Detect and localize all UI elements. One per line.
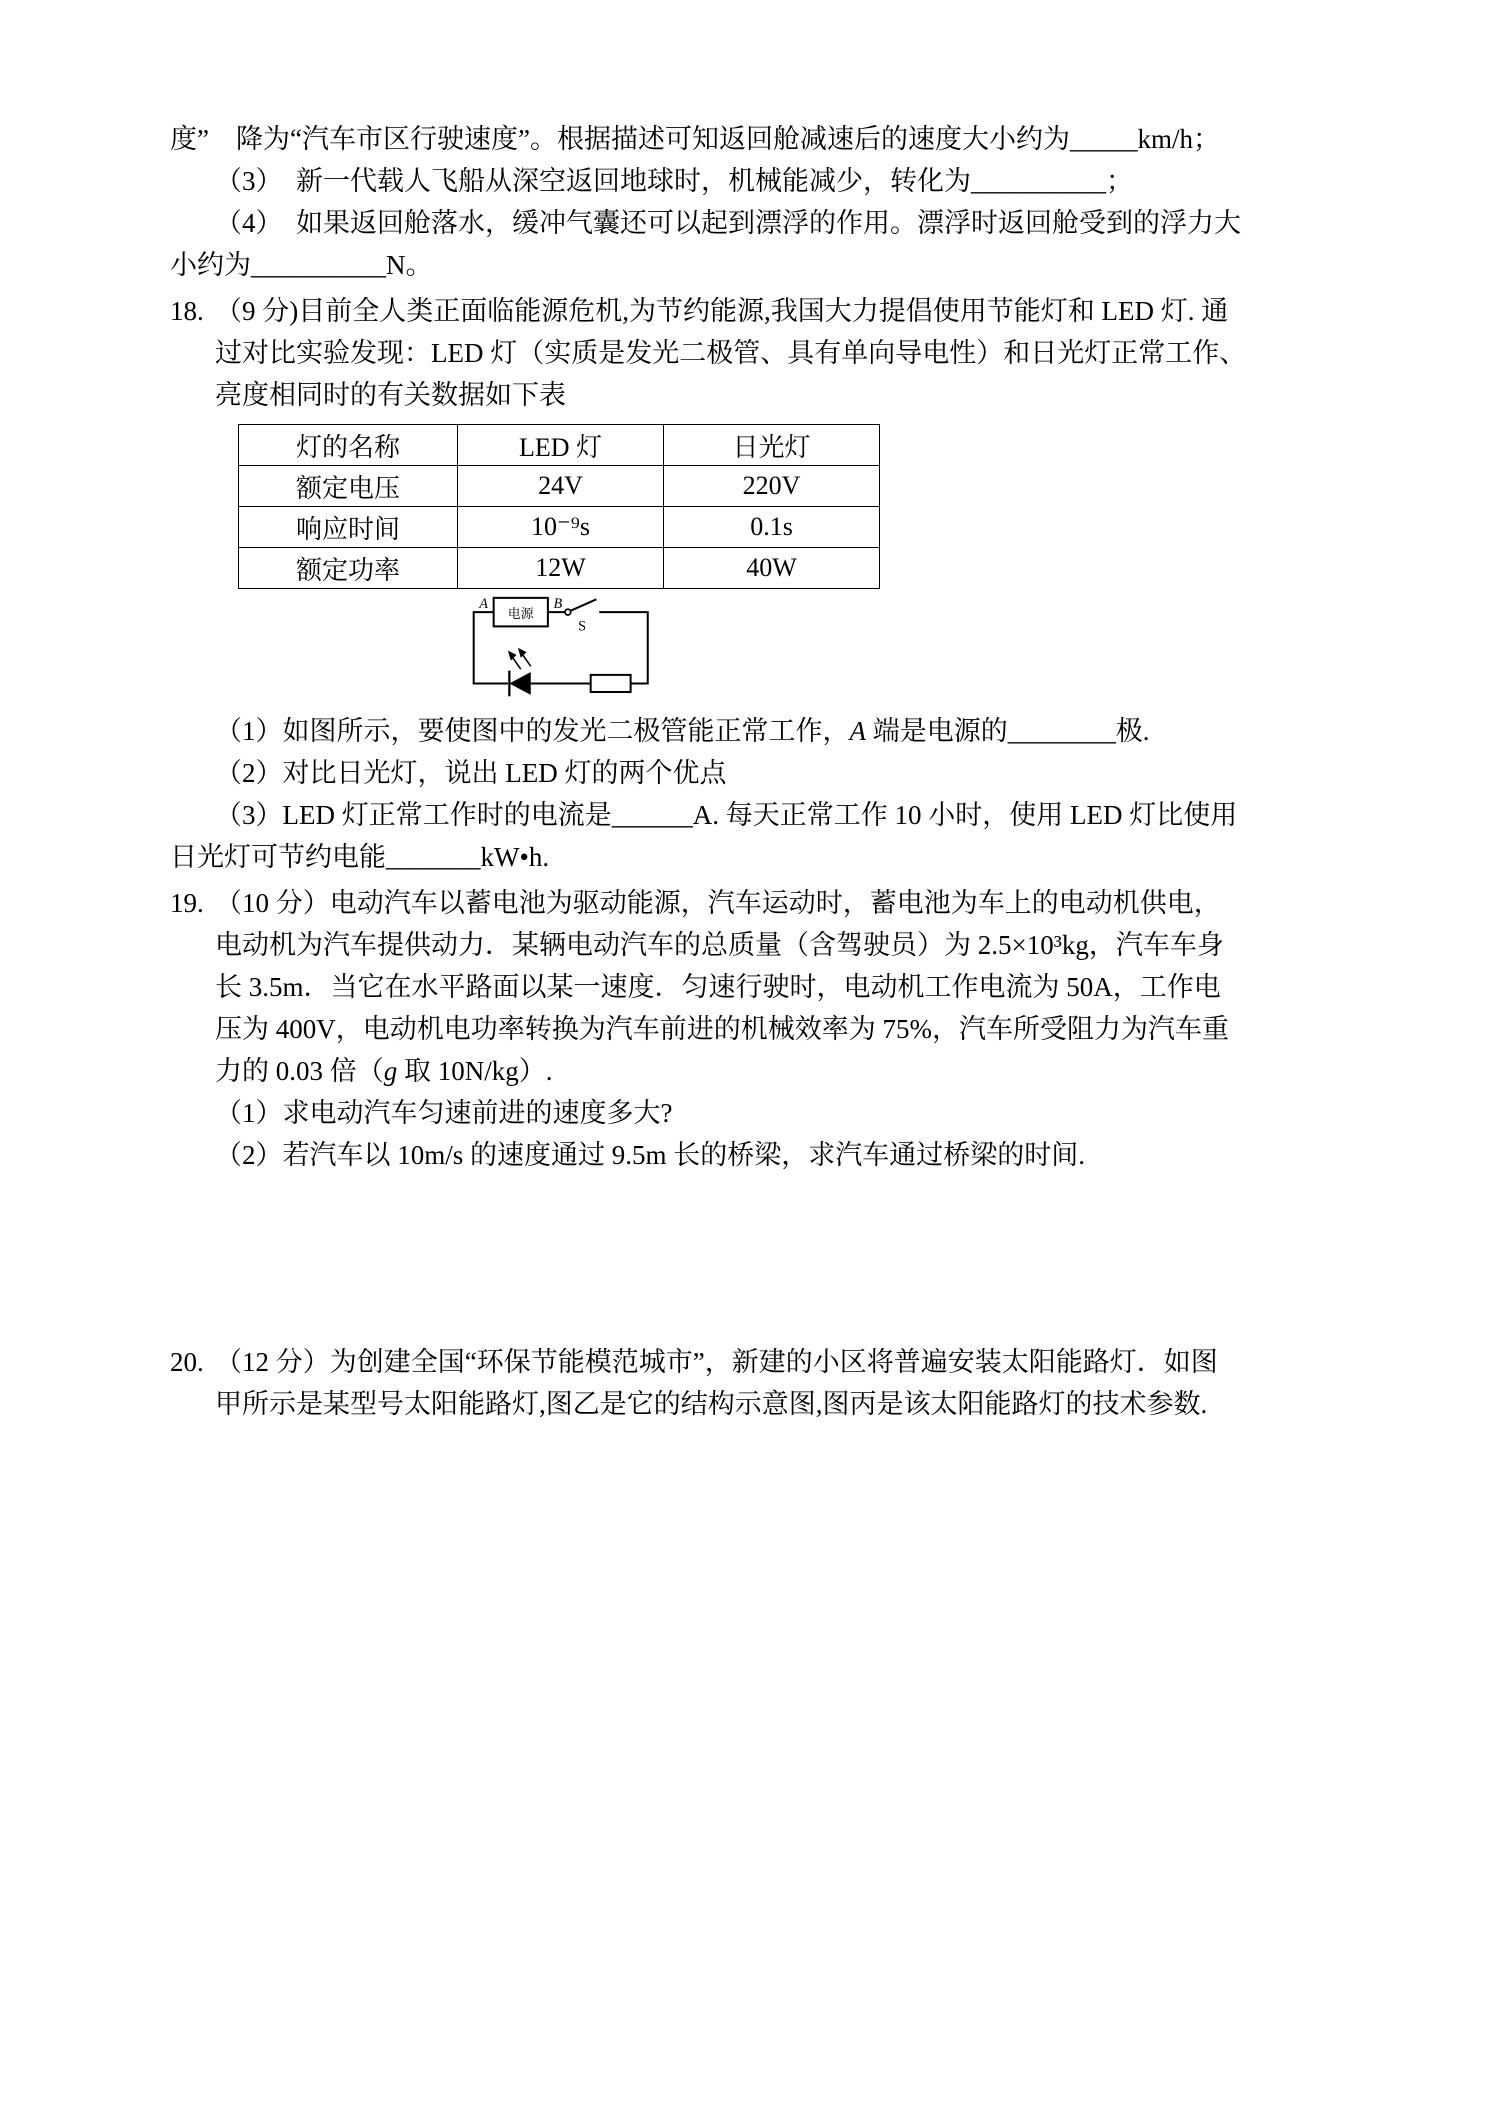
q19-line5-pre: 力的 0.03 倍（ (215, 1056, 384, 1086)
q19-line5-variable: g (383, 1056, 398, 1086)
table-cell-lamp-name: 灯的名称 (239, 425, 458, 466)
table-row-power (239, 548, 880, 589)
q19-line3: 长 3.5m．当它在水平路面以某一速度．匀速行驶时，电动机工作电流为 50A，工作电 (215, 972, 1221, 1002)
circuit-diagram (465, 595, 665, 702)
q19-line1 (170, 882, 1338, 924)
q20-number: 20. (170, 1347, 204, 1377)
table-cell: 40W (664, 548, 880, 589)
table-header-row (239, 425, 880, 466)
q18-item1 (215, 710, 1338, 752)
q20-line2: 甲所示是某型号太阳能路灯,图乙是它的结构示意图,图丙是该太阳能路灯的技术参数. (215, 1389, 1208, 1419)
q17-item3: （3） 新一代载人飞船从深空返回地球时，机械能减少，转化为__________； (215, 166, 1133, 196)
table-cell: 12W (458, 548, 664, 589)
table-cell: 额定功率 (239, 548, 458, 589)
power-source-label: 电源 (507, 606, 534, 621)
table-cell: 响应时间 (239, 507, 458, 548)
q19-line5-post: 取 10N/kg）. (397, 1056, 553, 1086)
circuit-label-s: S (578, 618, 587, 635)
q18-item1-variable: A (849, 716, 866, 746)
q18-intro1-text: （9 分)目前全人类正面临能源危机,为节约能源,我国大力提倡使用节能灯和 LED 灯. 通 (215, 296, 1229, 326)
table-cell: 10⁻⁹s (458, 507, 664, 548)
circuit-label-a: A (479, 595, 489, 612)
resistor-symbol (591, 675, 631, 692)
arrowhead-icon (508, 651, 517, 661)
q17-item4-line2: 小约为__________N。 (170, 250, 433, 280)
q17-tail-line: 度” 降为“汽车市区行驶速度”。根据描述可知返回舱减速后的速度大小约为_____km/h； (170, 124, 1220, 154)
q18-item3-line1: （3）LED 灯正常工作时的电流是______A. 每天正常工作 10 小时，使用 LED 灯比使用 (215, 800, 1238, 830)
lamp-comparison-table (238, 424, 880, 589)
circuit-wires (474, 595, 648, 692)
arrowhead-icon (518, 648, 527, 658)
wire-loop (474, 612, 648, 683)
q19-line4: 压为 400V，电动机电功率转换为汽车前进的机械效率为 75%，汽车所受阻力为汽车重 (215, 1014, 1229, 1044)
q18-item3-line2: 日光灯可节约电能_______kW•h. (170, 842, 550, 872)
q18-intro-line2: 过对比实验发现：LED 灯（实质是发光二极管、具有单向导电性）和日光灯正常工作、 (215, 338, 1247, 368)
q19-line5 (215, 1050, 1338, 1092)
table-row-response-time (239, 507, 880, 548)
switch-pivot (565, 609, 571, 615)
q19-number: 19. (170, 888, 204, 918)
q18-number: 18. (170, 296, 204, 326)
table-cell: 220V (664, 466, 880, 507)
table-cell-led: LED 灯 (458, 425, 664, 466)
q18-intro-line1 (170, 290, 1338, 332)
switch-blade (571, 599, 597, 610)
circuit-label-b: B (553, 595, 563, 612)
q20-line1 (170, 1341, 1338, 1383)
led-triangle (509, 672, 530, 695)
q19-line2: 电动机为汽车提供动力．某辆电动汽车的总质量（含驾驶员）为 2.5×10³kg，汽车车身 (215, 930, 1224, 960)
q17-item4-line1: （4） 如果返回舱落水，缓冲气囊还可以起到漂浮的作用。漂浮时返回舱受到的浮力大 (215, 208, 1241, 238)
q19-line1-text: （10 分）电动汽车以蓄电池为驱动能源，汽车运动时，蓄电池为车上的电动机供电， (215, 888, 1221, 918)
q18-intro-line3: 亮度相同时的有关数据如下表 (215, 380, 566, 410)
table-cell: 额定电压 (239, 466, 458, 507)
table-cell-fluorescent: 日光灯 (664, 425, 880, 466)
q18-item1-pre: （1）如图所示，要使图中的发光二极管能正常工作， (215, 716, 850, 746)
q19-item2: （2）若汽车以 10m/s 的速度通过 9.5m 长的桥梁，求汽车通过桥梁的时间. (215, 1140, 1086, 1170)
table-cell: 24V (458, 466, 664, 507)
q19-item1: （1）求电动汽车匀速前进的速度多大? (215, 1098, 673, 1128)
table-row-voltage (239, 466, 880, 507)
q20-line1-text: （12 分）为创建全国“环保节能模范城市”，新建的小区将普遍安装太阳能路灯．如图 (215, 1347, 1218, 1377)
table-cell: 0.1s (664, 507, 880, 548)
q18-item2: （2）对比日光灯，说出 LED 灯的两个优点 (215, 758, 727, 788)
q18-item1-post: 端是电源的________极. (866, 716, 1150, 746)
